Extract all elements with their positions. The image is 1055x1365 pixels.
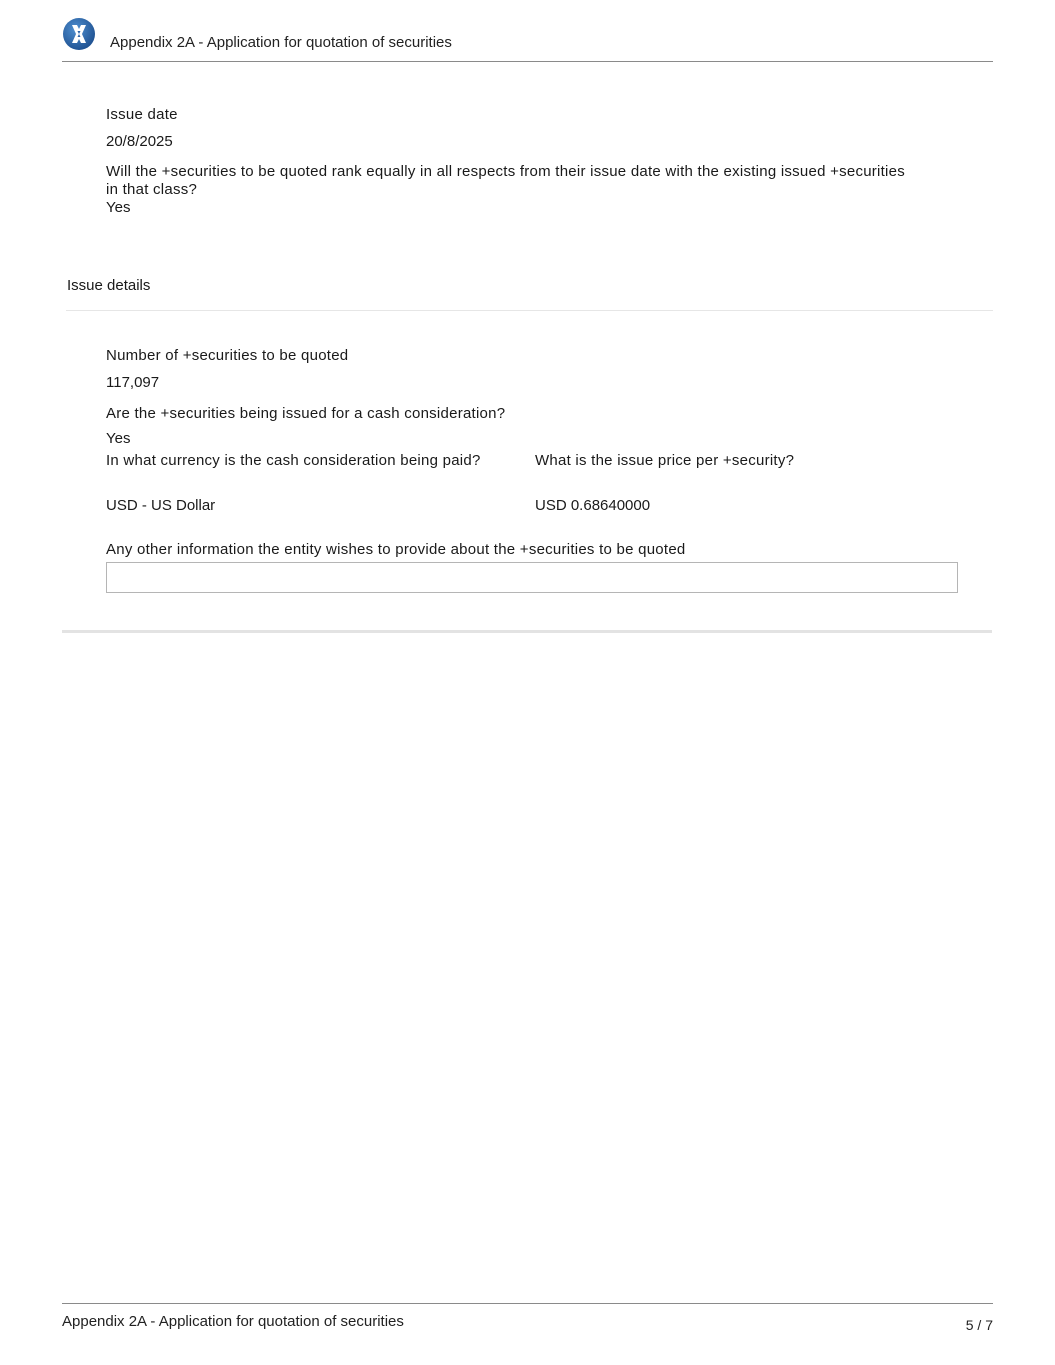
number-of-securities-value: 117,097: [106, 374, 160, 391]
footer-title: Appendix 2A - Application for quotation of securities: [62, 1313, 404, 1330]
section-title-issue-details: Issue details: [67, 277, 151, 294]
number-of-securities-label: Number of +securities to be quoted: [106, 347, 349, 364]
header-title: Appendix 2A - Application for quotation of securities: [110, 34, 452, 51]
header-divider: [62, 61, 993, 62]
currency-value: USD - US Dollar: [106, 497, 216, 514]
section-divider: [66, 310, 993, 311]
currency-label: In what currency is the cash consideration being paid?: [106, 452, 481, 469]
footer-divider: [62, 1303, 993, 1304]
issue-date-value: 20/8/2025: [106, 133, 173, 150]
cash-consideration-label: Are the +securities being issued for a cash consideration?: [106, 405, 506, 422]
issue-date-label: Issue date: [106, 106, 178, 123]
issue-price-label: What is the issue price per +security?: [535, 452, 795, 469]
rank-equally-block: [106, 163, 906, 217]
rank-equally-answer: Yes: [106, 199, 131, 216]
cash-consideration-value: Yes: [106, 430, 131, 447]
other-information-field: [106, 562, 958, 593]
page-number: 5 / 7: [965, 1317, 993, 1333]
issue-price-value: USD 0.68640000: [535, 497, 651, 514]
other-information-label: Any other information the entity wishes to provide about the +securities to be quoted: [106, 541, 686, 558]
asx-logo-icon: [62, 17, 96, 51]
rank-equally-question: Will the +securities to be quoted rank equally in all respects from their issue date with the existing issued +securities in that class?: [106, 163, 905, 198]
section-end-divider: [62, 630, 992, 633]
